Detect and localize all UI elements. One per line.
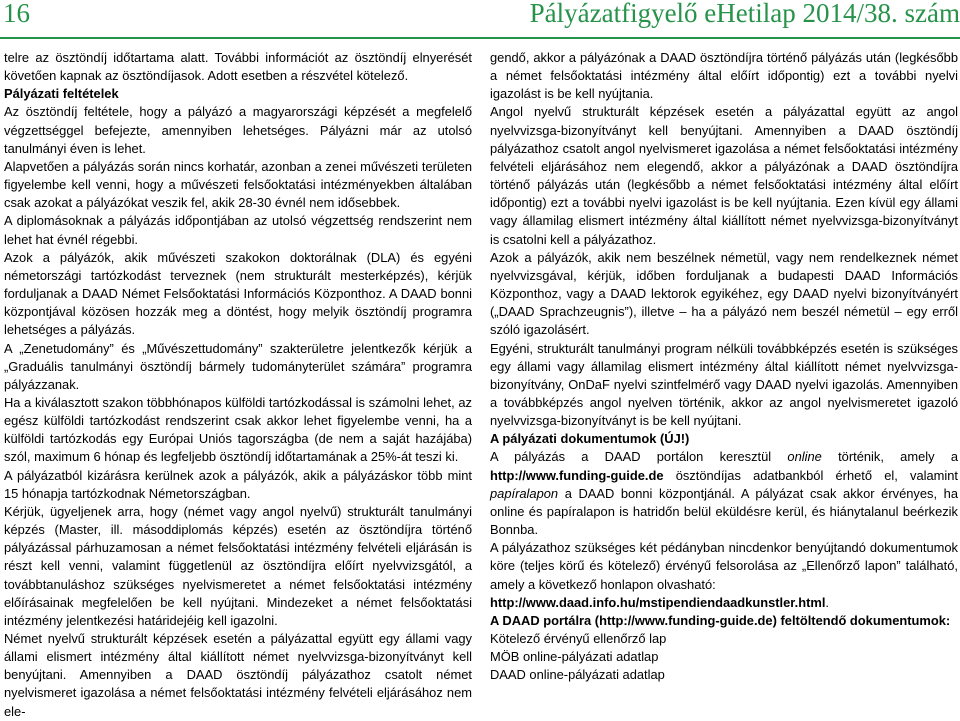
page-header bbox=[0, 0, 960, 40]
text-run: a DAAD bonni központjánál. A pályázat csak akkor érvényes, ha online és papíralapon is hatridőn belül eküldésre kerül, és hiánytalanul beérkezik Bonnba. bbox=[490, 485, 958, 538]
text-run: ösztöndíjas adatbankból érhető el, valamint bbox=[663, 467, 958, 483]
paragraph: Az ösztöndíj feltétele, hogy a pályázó a magyarországi képzését a megfelelő végzettséggel befejezte, amennyiben lehetséges. Pályázni már az utolsó tanulmányi éven is lehet. bbox=[4, 104, 472, 156]
text-run: A pályázás a DAAD portálon keresztül bbox=[490, 449, 788, 465]
right-column bbox=[490, 49, 958, 683]
text-run: történik, amely a bbox=[821, 449, 958, 465]
paragraph: Német nyelvű strukturált képzések esetén a pályázattal együtt egy állami vagy állami elismert intézmény által kiállított német nyelvvizsga-bizonyítványt kell benyújtani. Amennyiben a DAAD ösztöndíj pályázathoz csatolt német nyelvismeret igazolása a német felsőoktatási intézmény felvételi eljárásához nem ele- bbox=[4, 631, 472, 719]
page-number: 16 bbox=[3, 0, 30, 28]
section-heading: Pályázati feltételek bbox=[4, 86, 119, 102]
paragraph: A pályázathoz szükséges két pédányban nincdenkor benyújtandó dokumentumok köre (teljes körű és kötelező) érvényű felsorolása az „Ellenőrző lapon” található, amely a következő honlapon olvasható: bbox=[490, 540, 958, 592]
section-heading: A pályázati dokumentumok (ÚJ!) bbox=[490, 431, 690, 447]
list-item: MÖB online-pályázati adatlap bbox=[490, 649, 659, 665]
paragraph: Angol nyelvű strukturált képzések esetén a pályázattal együtt az angol nyelvvizsga-bizonyítványt kell benyújtani. Amennyiben a DAAD ösztöndíj pályázathoz csatolt angol nyelvismeret igazolása a német felsőoktatási intézmény felvételi eljárásához nem elegendő, akkor a pályázónak a DAAD ösztöndíjra történő pályázás után (legkésőbb a német felsőoktatási intézmény által előírt időpontig) ezt a további nyelvi igazolást is be kell nyújtania. Ezen kívül egy állami vagy államilag elismert intézmény által kiállított német nyelvvizsga-bizonyítványt is csatolni kell a pályázathoz. bbox=[490, 104, 958, 247]
running-title: Pályázatfigyelő eHetilap 2014/38. szám bbox=[529, 0, 960, 28]
paragraph: Kérjük, ügyeljenek arra, hogy (német vagy angol nyelvű) strukturált tanulmányi képzés (Master, ill. másoddiplomás képzés) esetén az ösztöndíjra történő pályázással párhuzamosan a német felsőoktatási intézmény felvételi eljárásán is részt kell venni, valamint függetlenül az ösztöndíjra előírt nyelvvizsgától, a továbbtanuláshoz szükséges nyelvismeretet a német felsőoktatási intézmény előírásainak megfelelően be kell nyújtani. Mindezeket a német felsőoktatási intézmény jelentkezési határidejéig kell igazolni. bbox=[4, 503, 472, 628]
paragraph bbox=[490, 448, 958, 539]
section-heading: A DAAD portálra (http://www.funding-guide.de) feltöltendő dokumentumok: bbox=[490, 612, 951, 628]
paragraph: Alapvetően a pályázás során nincs korhatár, azonban a zenei művészeti területen figyelembe kell venni, hogy a művészeti felsőoktatási intézményekben általában csak azokat a pályázókat veszik fel, akik 28-30 évnél nem idősebbek. bbox=[4, 158, 472, 211]
paragraph: Azok a pályázók, akik művészeti szakokon doktorálnak (DLA) és egyéni németországi tartózkodást terveznek (nem strukturált mesterképzés), kérjük forduljanak a DAAD Német Felsőoktatási Információs Központhoz. A DAAD bonni központjával közösen hozzák meg a döntést, hogy melyik ösztöndíj programra lehetséges a pályázás. bbox=[4, 249, 472, 338]
paragraph: A diplomásoknak a pályázás időpontjában az utolsó végzettség rendszerint nem lehet hat évnél régebbi. bbox=[4, 213, 472, 247]
left-column bbox=[4, 49, 472, 719]
text-run: . bbox=[825, 594, 830, 610]
list-item: DAAD online-pályázati adatlap bbox=[490, 667, 665, 683]
paragraph: gendő, akkor a pályázónak a DAAD ösztöndíjra történő pályázás után (legkésőbb a német felsőoktatási intézmény által előírt időpontig) ezt a további nyelvi igazolást is be kell nyújtania. bbox=[490, 50, 958, 102]
emphasis-papiralapon: papíralapon bbox=[490, 485, 559, 501]
paragraph bbox=[490, 594, 958, 612]
header-rule bbox=[0, 37, 960, 39]
emphasis-online: online bbox=[787, 449, 822, 465]
paragraph: A pályázatból kizárásra kerülnek azok a pályázók, akik a pályázáskor több mint 15 hónapja tartózkodnak Németországban. bbox=[4, 467, 472, 501]
paragraph: Egyéni, strukturált tanulmányi program nélküli továbbképzés esetén is szükséges egy állami vagy államilag elismert intézmény által kiállított német nyelvvizsga-bizonyítvány, OnDaF nyelvi szintfelmérő vagy DAAD nyelvi igazolás. Amennyiben a továbbképzés angol nyelven történik, akkor az angol nyelvismeretet igazoló nyelvvizsga-bizonyítványt is be kell nyújtani. bbox=[490, 340, 958, 429]
daad-info-link[interactable]: http://www.daad.info.hu/mstipendiendaadkunstler.html bbox=[490, 594, 826, 610]
paragraph: Azok a pályázók, akik nem beszélnek németül, vagy nem rendelkeznek német nyelvvizsgával, kérjük, időben forduljanak a budapesti DAAD Információs Központhoz, vagy a DAAD lektorok egyikéhez, egy DAAD nyelvi bizonyítványért („DAAD Sprachzeugnis”), illetve – ha a pályázó nem beszél németül – egy erről szóló igazolásért. bbox=[490, 249, 958, 338]
paragraph: telre az ösztöndíj időtartama alatt. További információt az ösztöndíj elnyerését követően kapnak az ösztöndíjasok. Adott esetben a részvétel kötelező. bbox=[4, 50, 472, 84]
list-item: Kötelező érvényű ellenőrző lap bbox=[490, 631, 667, 646]
funding-guide-link[interactable]: http://www.funding-guide.de bbox=[490, 467, 664, 483]
paragraph: A „Zenetudomány” és „Művészettudomány” szakterületre jelentkezők kérjük a „Graduális tanulmányi ösztöndíj bármely tudományterület számára” programra pályázzanak. bbox=[4, 340, 472, 392]
paragraph: Ha a kiválasztott szakon többhónapos külföldi tartózkodással is számolni lehet, az egész külföldi tartózkodást rendszerint csak akkor lehet figyelembe venni, ha a külföldi tartózkodás egy Európai Uniós tagországba (de nem a saját hazájába) szól, maximum 6 hónap és legfeljebb ösztöndíj időtartamának a 25%-át teszi ki. bbox=[4, 394, 472, 465]
